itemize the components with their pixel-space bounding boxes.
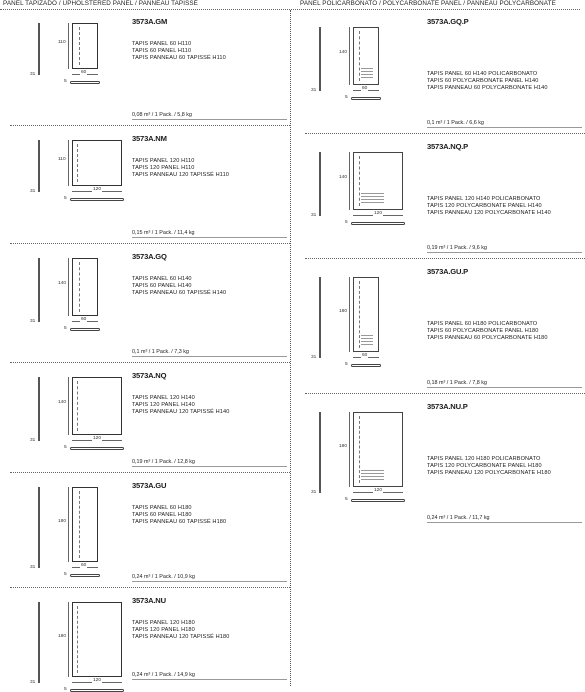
description-line: TAPIS PANEL 120 H180 [132,620,195,626]
upholstered-column [10,9,290,692]
technical-drawing [10,363,128,473]
description-line: TAPIS PANEL 120 H140 POLICARBONATO [427,196,541,202]
product-code: 3573A.NQ.P [427,142,469,151]
panel-seam-line [79,491,80,558]
glare-mark [361,476,384,477]
product-item [305,9,585,134]
product-description [427,321,548,342]
product-code: 3573A.NM [132,134,167,143]
technical-drawing [305,9,423,134]
description-line: TAPIS PANEL 120 H140 [132,395,195,401]
width-label: 120 [374,211,383,216]
description-line: TAPIS 60 POLYCARBONATE PANEL H140 [427,78,539,84]
technical-drawing [10,588,128,692]
base-depth-label: 5 [64,572,67,577]
product-description [132,395,229,416]
description-line: TAPIS PANEL 60 H140 POLICARBONATO [427,71,538,77]
height-dimension-line [68,487,69,562]
technical-drawing [10,9,128,126]
polycarbonate-panel [353,277,379,352]
product-item [10,244,290,363]
upholstered-panel [72,258,98,316]
spec-underline [132,237,287,238]
side-view-pole [38,602,40,683]
width-label: 120 [93,436,102,441]
height-label: 110 [58,157,66,162]
description-line: TAPIS 60 PANEL H140 [132,283,192,289]
foot-depth-label: 31 [30,565,36,570]
glare-mark [361,196,384,197]
description-line: TAPIS PANNEAU 60 TAPISSÉ H140 [132,290,227,296]
polycarbonate-column [305,9,585,686]
description-line: TAPIS PANNEAU 60 TAPISSÉ H180 [132,519,227,525]
height-dimension-line [68,258,69,316]
foot-depth-label: 31 [311,88,317,93]
spec-underline [427,387,582,388]
product-description [427,196,551,217]
panel-seam-line [77,144,78,182]
base-depth-label: 5 [64,326,67,331]
product-code: 3573A.GQ.P [427,17,469,26]
height-label: 140 [339,50,348,55]
side-view-pole [319,412,321,493]
inner-frame-line [359,156,360,206]
description-line: TAPIS PANEL 60 H180 [132,505,192,511]
glare-mark [361,344,373,345]
product-spec: 0,08 m³ / 1 Pack. / 5,8 kg [132,112,192,118]
column-divider [290,10,291,686]
inner-frame-line [359,281,360,348]
base-top-view [351,364,381,367]
base-top-view [351,97,381,100]
base-depth-label: 5 [345,497,348,502]
polycarbonate-panel [353,412,403,487]
product-spec: 0,24 m³ / 1 Pack. / 10,9 kg [132,574,195,580]
base-depth-label: 5 [345,95,348,100]
side-view-pole [38,377,40,441]
description-line: TAPIS PANEL 120 H180 POLICARBONATO [427,456,541,462]
description-line: TAPIS PANEL 60 H180 POLICARBONATO [427,321,538,327]
product-description [132,620,229,641]
product-code: 3573A.NQ [132,371,167,380]
product-description [427,456,551,477]
height-label: 110 [58,40,66,45]
foot-depth-label: 31 [30,72,36,77]
description-line: TAPIS PANNEAU 120 TAPISSÉ H140 [132,409,230,415]
foot-depth-label: 31 [311,490,317,495]
base-depth-label: 5 [64,445,67,450]
base-top-view [70,81,100,84]
product-code: 3573A.GQ [132,252,167,261]
side-view-pole [319,277,321,358]
product-spec: 0,18 m³ / 1 Pack. / 7,8 kg [427,380,487,386]
upholstered-panel [72,140,122,186]
base-depth-label: 5 [345,362,348,367]
description-line: TAPIS PANNEAU 120 POLYCARBONATE H140 [427,210,551,216]
product-description [132,505,226,526]
glare-mark [361,335,373,336]
product-code: 3573A.NU [132,596,166,605]
height-dimension-line [68,377,69,435]
product-spec: 0,1 m³ / 1 Pack. / 6,6 kg [427,120,484,126]
foot-depth-label: 31 [30,680,36,685]
technical-drawing [10,244,128,363]
product-description [427,71,548,92]
upholstered-panel [72,23,98,69]
height-dimension-line [349,277,350,352]
panel-seam-line [77,381,78,431]
spec-underline [132,119,287,120]
product-spec: 0,1 m³ / 1 Pack. / 7,3 kg [132,349,189,355]
height-label: 140 [339,175,348,180]
height-dimension-line [68,602,69,677]
width-label: 120 [93,678,102,683]
technical-drawing [10,473,128,588]
description-line: TAPIS PANNEAU 60 TAPISSÉ H110 [132,55,226,61]
spec-underline [132,679,287,680]
base-top-view [70,447,124,450]
base-top-view [70,328,100,331]
product-code: 3573A.GM [132,17,168,26]
glare-mark [361,77,373,78]
base-top-view [70,198,124,201]
description-line: TAPIS 120 PANEL H140 [132,402,195,408]
panel-seam-line [79,262,80,312]
glare-mark [361,199,384,200]
glare-mark [361,68,373,69]
product-item [10,473,290,588]
base-depth-label: 5 [64,687,67,692]
base-top-view [351,222,405,225]
base-depth-label: 5 [64,79,67,84]
upholstered-panel [72,377,122,435]
description-line: TAPIS 120 PANEL H110 [132,165,195,171]
product-item [10,588,290,692]
product-code: 3573A.NU.P [427,402,468,411]
product-description [132,41,226,62]
description-line: TAPIS PANEL 120 H110 [132,158,195,164]
side-view-pole [38,140,40,192]
height-dimension-line [349,412,350,487]
height-dimension-line [68,23,69,69]
inner-frame-line [359,416,360,483]
product-item [10,126,290,244]
spec-underline [427,127,582,128]
height-label: 180 [339,308,348,314]
height-label: 140 [58,281,67,286]
panel-seam-line [77,606,78,673]
product-item [10,363,290,473]
product-item [305,134,585,259]
product-description [132,158,229,179]
product-spec: 0,15 m³ / 1 Pack. / 11,4 kg [132,230,195,236]
spec-underline [427,252,582,253]
glare-mark [361,470,384,471]
description-line: TAPIS 120 PANEL H180 [132,627,195,633]
spec-underline [132,581,287,582]
foot-depth-label: 31 [311,213,317,218]
glare-mark [361,71,373,72]
technical-drawing [305,134,423,259]
side-view-pole [319,152,321,216]
glare-mark [361,202,384,203]
product-spec: 0,24 m³ / 1 Pack. / 11,7 kg [427,515,490,521]
height-label: 180 [339,443,348,449]
technical-drawing [305,394,423,529]
product-code: 3573A.GU [132,481,167,490]
description-line: TAPIS PANEL 60 H110 [132,41,192,47]
product-spec: 0,19 m³ / 1 Pack. / 9,6 kg [427,245,487,251]
description-line: TAPIS PANNEAU 120 TAPISSÉ H180 [132,634,230,640]
foot-depth-label: 31 [311,355,317,360]
glare-mark [361,338,373,339]
technical-drawing [305,259,423,394]
glare-mark [361,193,384,194]
side-view-pole [38,487,40,568]
panel-seam-line [79,27,80,65]
glare-mark [361,473,384,474]
description-line: TAPIS PANNEAU 60 POLYCARBONATE H140 [427,85,548,91]
height-label: 180 [58,518,67,524]
width-label: 60 [81,317,87,322]
base-top-view [70,574,100,577]
technical-drawing [10,126,128,244]
spec-underline [132,356,287,357]
foot-depth-label: 31 [30,319,36,324]
polycarbonate-panel [353,152,403,210]
height-dimension-line [349,27,350,85]
base-depth-label: 5 [345,220,348,225]
glare-mark [361,341,373,342]
product-description [132,276,226,297]
height-dimension-line [349,152,350,210]
base-top-view [351,499,405,502]
description-line: TAPIS 60 POLYCARBONATE PANEL H180 [427,328,539,334]
product-spec: 0,24 m³ / 1 Pack. / 14,9 kg [132,672,195,678]
upholstered-panel [72,602,122,677]
product-item [10,9,290,126]
width-label: 60 [362,86,368,91]
width-label: 120 [93,187,102,192]
height-dimension-line [68,140,69,186]
glare-mark [361,479,384,480]
product-spec: 0,19 m³ / 1 Pack. / 12,8 kg [132,459,195,465]
description-line: TAPIS PANNEAU 120 TAPISSÉ H110 [132,172,229,178]
upholstered-panel [72,487,98,562]
description-line: TAPIS PANNEAU 60 POLYCARBONATE H180 [427,335,548,341]
description-line: TAPIS 120 POLYCARBONATE PANEL H140 [427,203,542,209]
spec-underline [427,522,582,523]
foot-depth-label: 31 [30,438,36,443]
section-header-polycarbonate: PANEL POLICARBONATO / POLYCARBONATE PANEL / PANNEAU POLYCARBONATE [300,0,556,7]
product-code: 3573A.GU.P [427,267,469,276]
width-label: 60 [362,353,368,358]
section-header-upholstered: PANEL TAPIZADO / UPHOLSTERED PANEL / PANNEAU TAPISSÉ [3,0,198,7]
base-depth-label: 5 [64,196,67,201]
inner-frame-line [359,31,360,81]
foot-depth-label: 31 [30,189,36,194]
width-label: 60 [81,70,87,75]
width-label: 60 [81,563,87,568]
description-line: TAPIS PANNEAU 120 POLYCARBONATE H180 [427,470,551,476]
side-view-pole [38,23,40,75]
polycarbonate-panel [353,27,379,85]
width-label: 120 [374,488,383,493]
height-label: 140 [58,400,67,405]
height-label: 180 [58,633,67,639]
description-line: TAPIS PANEL 60 H140 [132,276,192,282]
description-line: TAPIS 60 PANEL H180 [132,512,192,518]
product-item [305,259,585,394]
side-view-pole [319,27,321,91]
spec-underline [132,466,287,467]
description-line: TAPIS 60 PANEL H110 [132,48,192,54]
glare-mark [361,74,373,75]
description-line: TAPIS 120 POLYCARBONATE PANEL H180 [427,463,542,469]
product-item [305,394,585,529]
side-view-pole [38,258,40,322]
